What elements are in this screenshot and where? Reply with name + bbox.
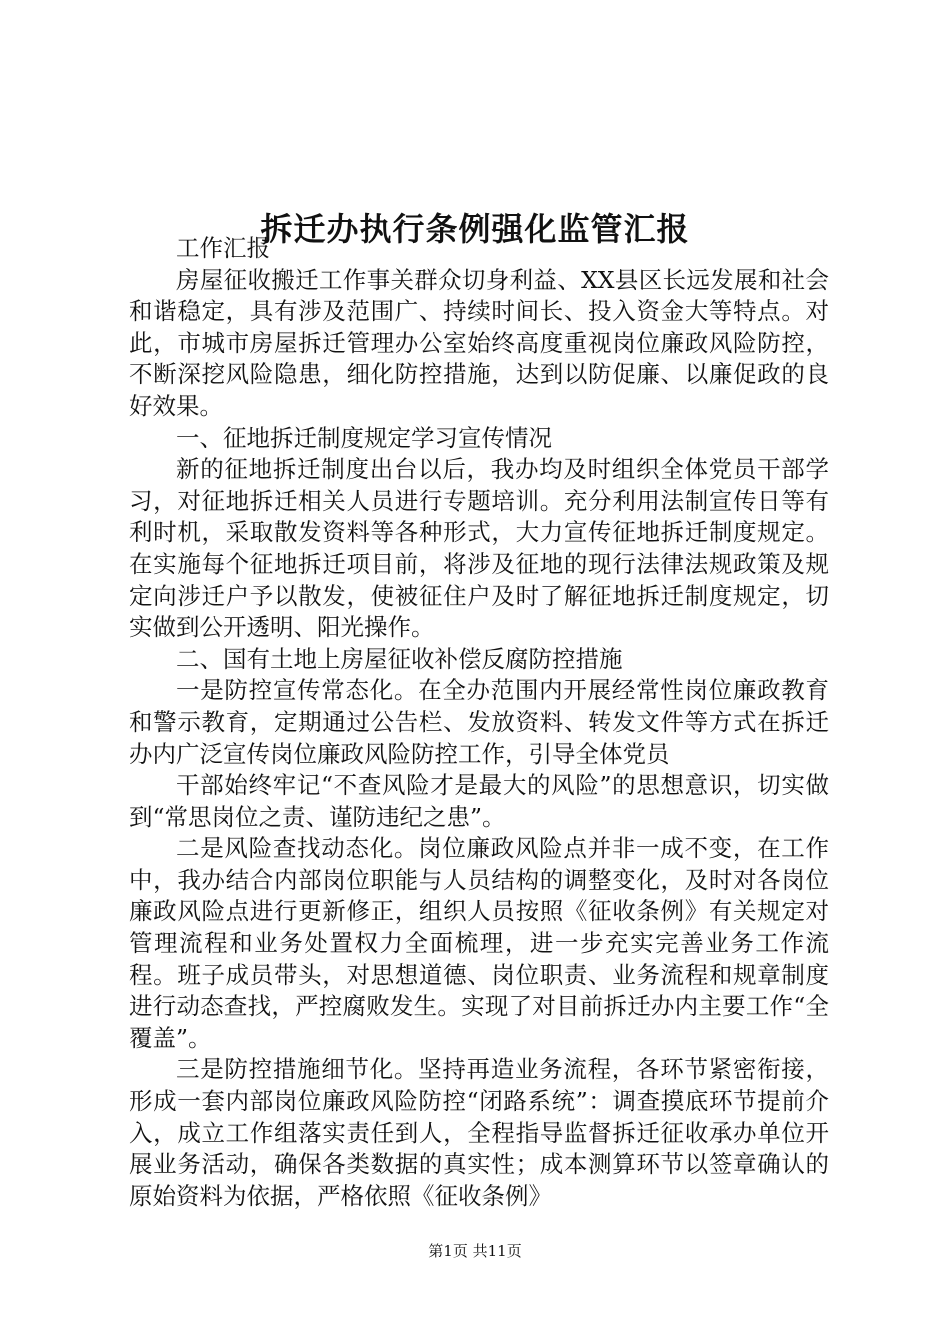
paragraph-heading-report: 工作汇报	[176, 234, 270, 262]
section-heading-2: 二、国有土地上房屋征收补偿反腐防控措施	[176, 644, 623, 673]
paragraph: 二是风险查找动态化。岗位廉政风险点并非一成不变，在工作中，我办结合内部岗位职能与人员结构的调整变化，及时对各岗位廉政风险点进行更新修正，组织人员按照《征收条例》有关规定对管理流程和业务处置权力全面梳理，进一步充实完善业务工作流程。班子成员带头，对思想道德、岗位职责、业务流程和规章制度进行动态查找，严控腐败发生。实现了对目前拆迁办内主要工作“全覆盖”。	[129, 834, 829, 1052]
paragraph: 新的征地拆迁制度出台以后，我办均及时组织全体党员干部学习，对征地拆迁相关人员进行专题培训。充分利用法制宣传日等有利时机，采取散发资料等各种形式，大力宣传征地拆迁制度规定。在实施每个征地拆迁项目前，将涉及征地的现行法律法规政策及规定向涉迁户予以散发，使被征住户及时了解征地拆迁制度规定，切实做到公开透明、阳光操作。	[129, 455, 829, 642]
paragraph: 一是防控宣传常态化。在全办范围内开展经常性岗位廉政教育和警示教育，定期通过公告栏、发放资料、转发文件等方式在拆迁办内广泛宣传岗位廉政风险防控工作，引导全体党员	[129, 676, 829, 768]
paragraph: 三是防控措施细节化。坚持再造业务流程，各环节紧密衔接，形成一套内部岗位廉政风险防控“闭路系统”：调查摸底环节提前介入，成立工作组落实责任到人，全程指导监督拆迁征收承办单位开展业务活动，确保各类数据的真实性；成本测算环节以签章确认的原始资料为依据，严格依照《征收条例》	[129, 1055, 829, 1210]
paragraph: 干部始终牢记“不查风险才是最大的风险”的思想意识，切实做到“常思岗位之责、谨防违纪之患”。	[129, 771, 829, 831]
document-body	[129, 233, 829, 1212]
section-heading-1: 一、征地拆迁制度规定学习宣传情况	[176, 423, 552, 452]
paragraph: 房屋征收搬迁工作事关群众切身利益、XX县区长远发展和社会和谐稳定，具有涉及范围广、持续时间长、投入资金大等特点。对此，市城市房屋拆迁管理办公室始终高度重视岗位廉政风险防控，不断深挖风险隐患，细化防控措施，达到以防促廉、以廉促政的良好效果。	[129, 265, 829, 420]
document-title: 拆迁办执行条例强化监管汇报	[260, 210, 690, 249]
page-footer: 第1页 共11页	[428, 1242, 522, 1260]
